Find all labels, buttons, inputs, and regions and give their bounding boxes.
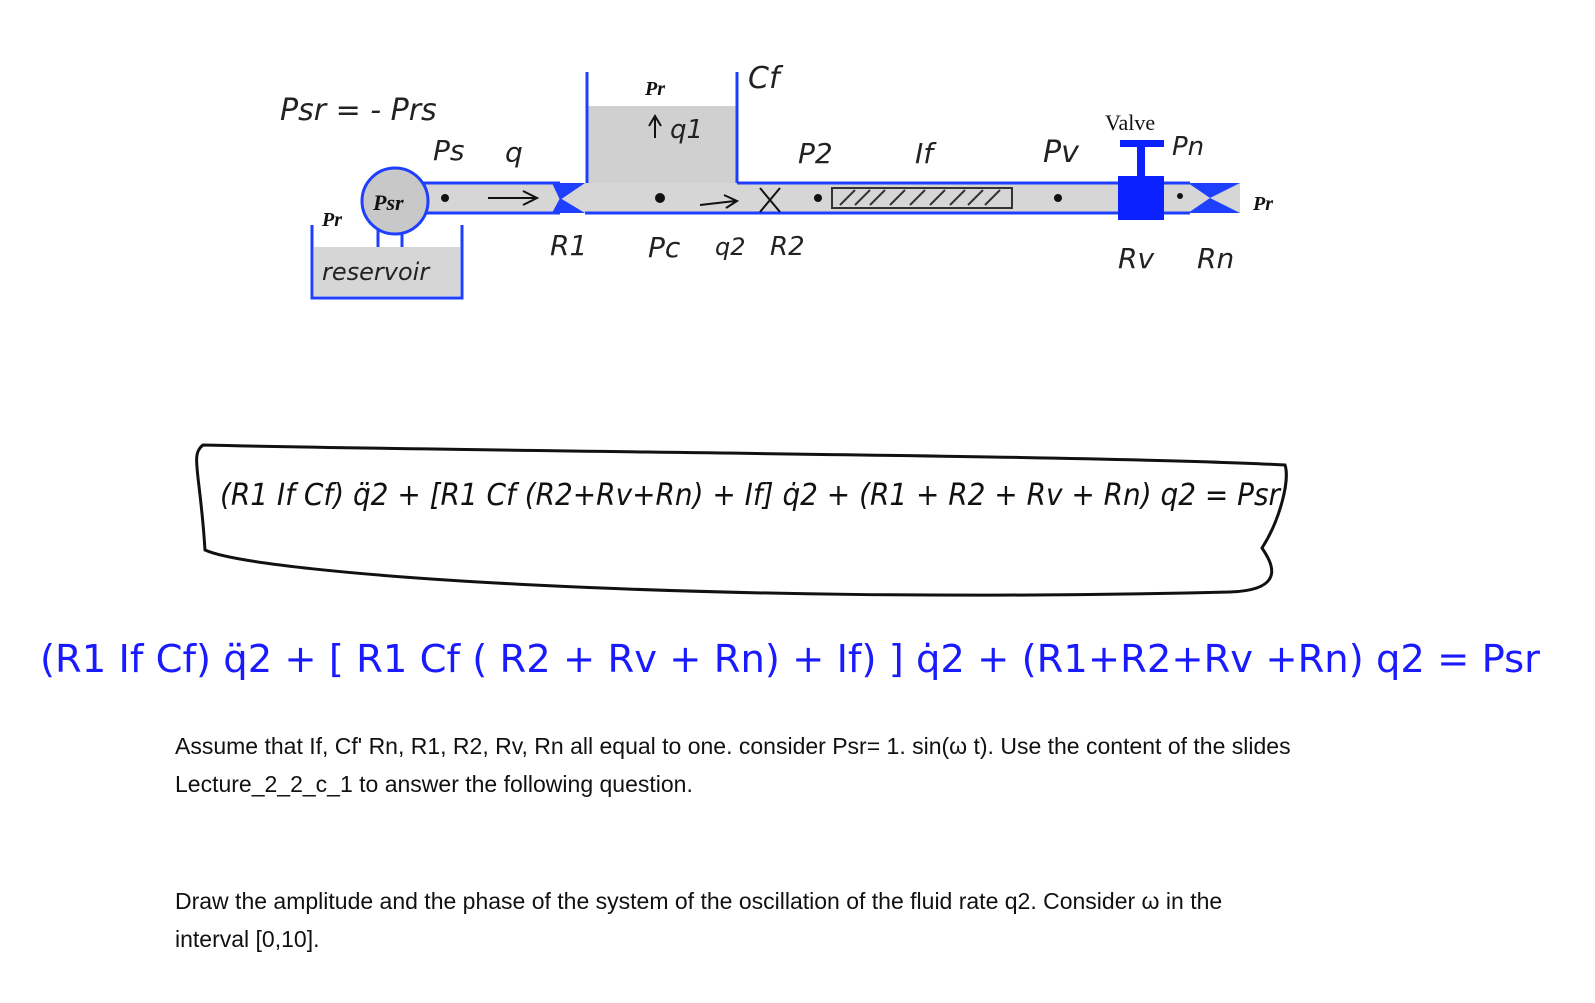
pr-tank-label: Pr bbox=[645, 78, 665, 100]
question-line-1: Draw the amplitude and the phase of the system of the oscillation of the fluid rate q2. Consider ω in the bbox=[175, 888, 1223, 914]
assumption-paragraph bbox=[175, 727, 1415, 803]
ps-label: Ps bbox=[433, 134, 465, 167]
psr-relation-label: Psr = - Prs bbox=[280, 93, 437, 128]
r2-label: R2 bbox=[770, 232, 805, 262]
pn-label: Pn bbox=[1172, 132, 1205, 162]
reservoir-label: reservoir bbox=[322, 258, 430, 286]
pr-right-label: Pr bbox=[1253, 193, 1273, 215]
boxed-equation bbox=[197, 445, 1287, 595]
pv-label: Pv bbox=[1043, 135, 1079, 170]
p2-label: P2 bbox=[798, 137, 833, 170]
assumption-line-1: Assume that If, Cf' Rn, R1, R2, Rv, Rn all equal to one. consider Psr= 1. sin(ω t). Use the content of the slides bbox=[175, 733, 1291, 759]
pc-label: Pc bbox=[648, 231, 681, 264]
rn-label: Rn bbox=[1197, 242, 1235, 275]
valve-label: Valve bbox=[1105, 110, 1156, 135]
q1-label: q1 bbox=[670, 115, 704, 145]
assumption-line-2: Lecture_2_2_c_1 to answer the following question. bbox=[175, 771, 693, 797]
rv-label: Rv bbox=[1118, 242, 1155, 275]
if-label: If bbox=[915, 137, 934, 170]
question-line-2: interval [0,10]. bbox=[175, 926, 320, 952]
pr-left-label: Pr bbox=[322, 209, 342, 231]
q2-label: q2 bbox=[715, 233, 746, 261]
q-label: q bbox=[505, 136, 523, 169]
question-paragraph bbox=[175, 882, 1415, 958]
r1-label: R1 bbox=[550, 229, 588, 262]
handwritten-equation-blue: (R1 If Cf) q̈2 + [ R1 Cf ( R2 + Rv + Rn) + If) ] q̇2 + (R1+R2+Rv +Rn) q2 = Psr bbox=[40, 637, 1541, 681]
valve-icon bbox=[1118, 140, 1164, 220]
handwritten-equation-black: (R1 If Cf) q̈2 + [R1 Cf (R2+Rv+Rn) + If] q̇2 + (R1 + R2 + Rv + Rn) q2 = Psr bbox=[220, 478, 1282, 513]
pump-psr-label: Psr bbox=[373, 190, 404, 215]
cf-label: Cf bbox=[748, 61, 780, 96]
